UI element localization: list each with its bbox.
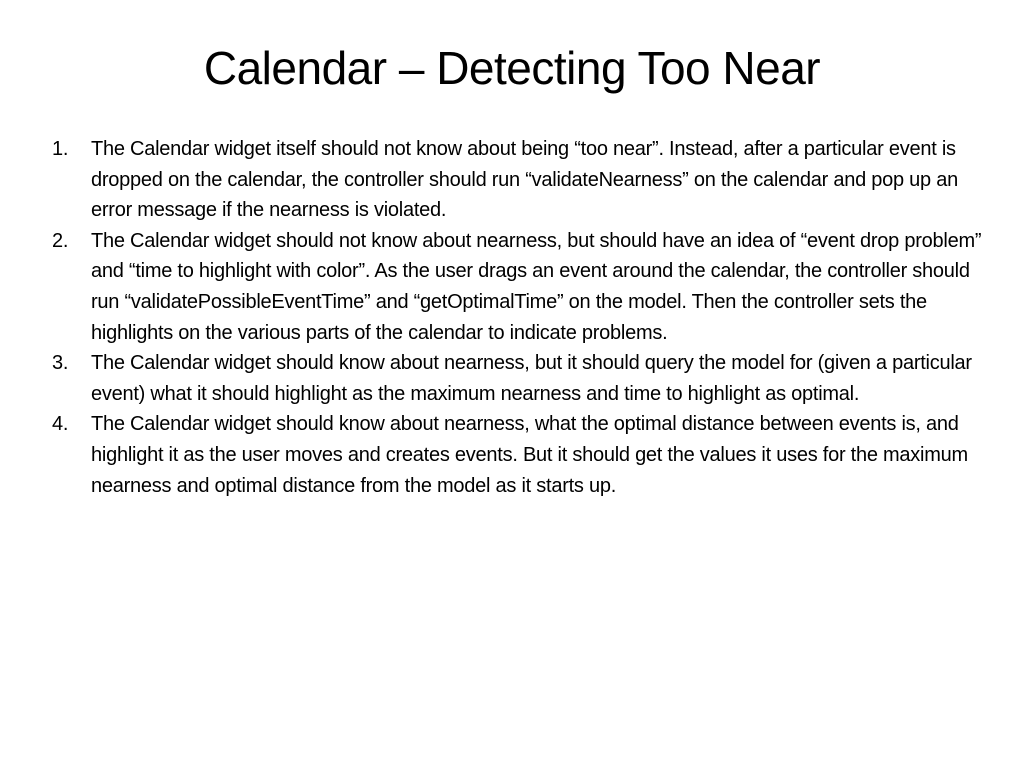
list-item [52,409,1000,501]
list-item-number: 4. [52,413,69,436]
list-item-number: 3. [52,352,69,375]
list-item-text: The Calendar widget should know about nearness, but it should query the model for (given a particular event) what it should highlight as the maximum nearness and time to highlight as optimal. [91,352,972,405]
list-item-number: 1. [52,138,69,160]
list-item-number: 2. [52,229,69,252]
list-item-text: The Calendar widget should know about nearness, what the optimal distance between events is, and highlight it as the user moves and creates events. But it should get the values it uses for the maximum nearness and optimal distance from the model as it starts up. [91,413,968,497]
list-item [52,348,1000,409]
numbered-list [52,134,1000,501]
slide-title: Calendar – Detecting Too Near [203,42,821,94]
list-item [52,226,1000,348]
list-item [52,134,1000,226]
list-item-text: The Calendar widget should not know about nearness, but should have an idea of “event drop problem” and “time to highlight with color”. As the user drags an event around the calendar, the controller should run “validatePossibleEventTime” and “getOptimalTime” on the model. Then the controller sets the highlights on the various parts of the calendar to indicate problems. [91,229,982,344]
list-item-text: The Calendar widget itself should not know about being “too near”. Instead, after a particular event is dropped on the calendar, the controller should run “validateNearness” on the calendar and pop up an error message if the nearness is violated. [91,138,958,222]
